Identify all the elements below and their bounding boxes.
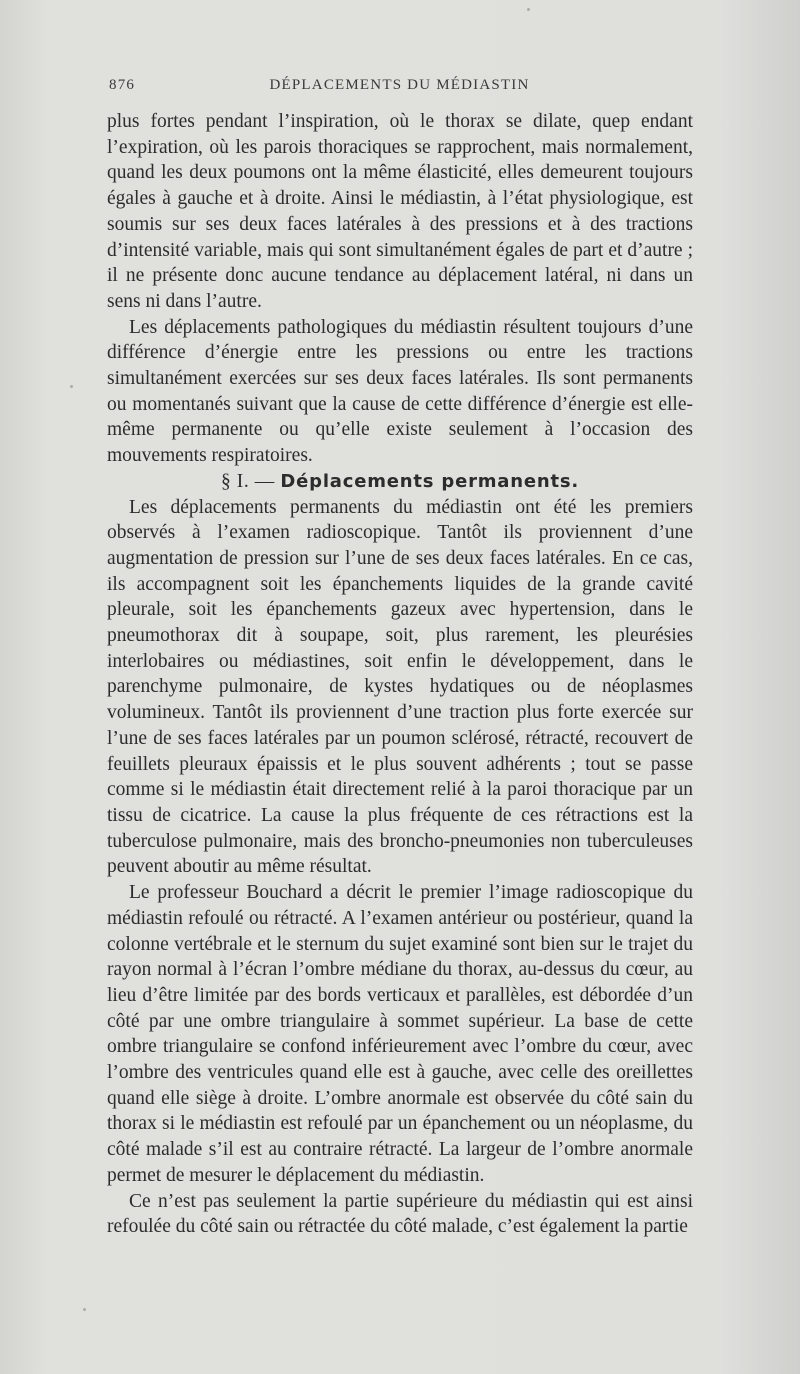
page-number: 876	[109, 77, 136, 93]
paper-speck	[70, 385, 73, 388]
paragraph-bouchard: Le professeur Bouchard a décrit le premier l’image radioscopique du médiastin refoulé ou rétracté. A l’examen antérieur ou postérieur, quand la colonne vertébrale et le sternum du sujet examiné sont bien sur le trajet du rayon normal à l’écran l’ombre médiane du thorax, au-dessus du cœur, au lieu d’être limitée par des bords verticaux et parallèles, est débordée d’un côté par une ombre triangulaire à sommet supérieur. La base de cette ombre triangulaire se confond inférieurement avec l’ombre du cœur, avec l’ombre des ventricules quand elle est à gauche, avec celle des oreillettes quand elle siège à droite. L’ombre anormale est observée du côté sain du thorax si le médiastin est refoulé par un épanchement ou un néoplasme, du côté malade s’il est au contraire rétracté. La largeur de l’ombre anormale permet de mesurer le déplacement du médiastin.	[107, 882, 693, 1186]
paragraph-upper-mediastinum: Ce n’est pas seulement la partie supérieure du médiastin qui est ainsi refoulée du côté sain ou rétractée du côté malade, c’est également la partie	[107, 1190, 693, 1238]
paragraph-pathological-displacements: Les déplacements pathologiques du médiastin résultent toujours d’une différence d’énergie entre les pressions ou entre les tractions simultanément exercées sur ses deux faces latérales. Ils sont permanents ou momentanés suivant que la cause de cette différence d’énergie est elle-même permanente ou qu’elle existe seulement à l’occasion des mouvements respiratoires.	[107, 316, 693, 467]
page-header	[107, 77, 692, 99]
section-title: Déplacements permanents.	[280, 470, 580, 492]
paragraph-continuation: plus fortes pendant l’inspiration, où le thorax se dilate, quep endant l’expiration, où les parois thoraciques se rapprochent, mais normalement, quand les deux poumons ont la même élasticité, elles demeurent toujours égales à gauche et à droite. Ainsi le médiastin, à l’état physiologique, est soumis sur ses deux faces latérales à des pressions et à des tractions d’intensité variable, mais qui sont simultanément égales de part et d’autre ; il ne présente donc aucune tendance au déplacement latéral, ni dans un sens ni dans l’autre.	[107, 111, 693, 312]
section-heading	[107, 469, 693, 495]
running-title: DÉPLACEMENTS DU MÉDIASTIN	[269, 77, 530, 93]
paragraph-permanent-displacements: Les déplacements permanents du médiastin ont été les premiers observés à l’examen radioscopique. Tantôt ils proviennent d’une augmentation de pression sur l’une de ses deux faces latérales. En ce cas, ils accompagnent soit les épanchements liquides de la grande cavité pleurale, soit les épanchements gazeux avec hypertension, dans le pneumothorax dit à soupape, soit, plus rarement, les pleurésies interlobaires ou médiastines, soit enfin le développement, dans le parenchyme pulmonaire, de kystes hydatiques ou de néoplasmes volumineux. Tantôt ils proviennent d’une traction plus forte exercée sur l’une de ses faces latérales par un poumon sclérosé, rétracté, recouvert de feuillets pleuraux épaissis et le plus souvent adhérents ; tout se passe comme si le médiastin était directement relié à la paroi thoracique par un tissu de cicatrice. La cause la plus fréquente de ces rétractions est la tuberculose pulmonaire, mais des broncho-pneumonies non tuberculeuses peuvent aboutir au même résultat.	[107, 496, 693, 878]
paper-speck	[527, 8, 530, 11]
paper-speck	[83, 1308, 86, 1311]
body-text	[107, 109, 693, 1240]
section-number: § I. —	[220, 470, 275, 492]
